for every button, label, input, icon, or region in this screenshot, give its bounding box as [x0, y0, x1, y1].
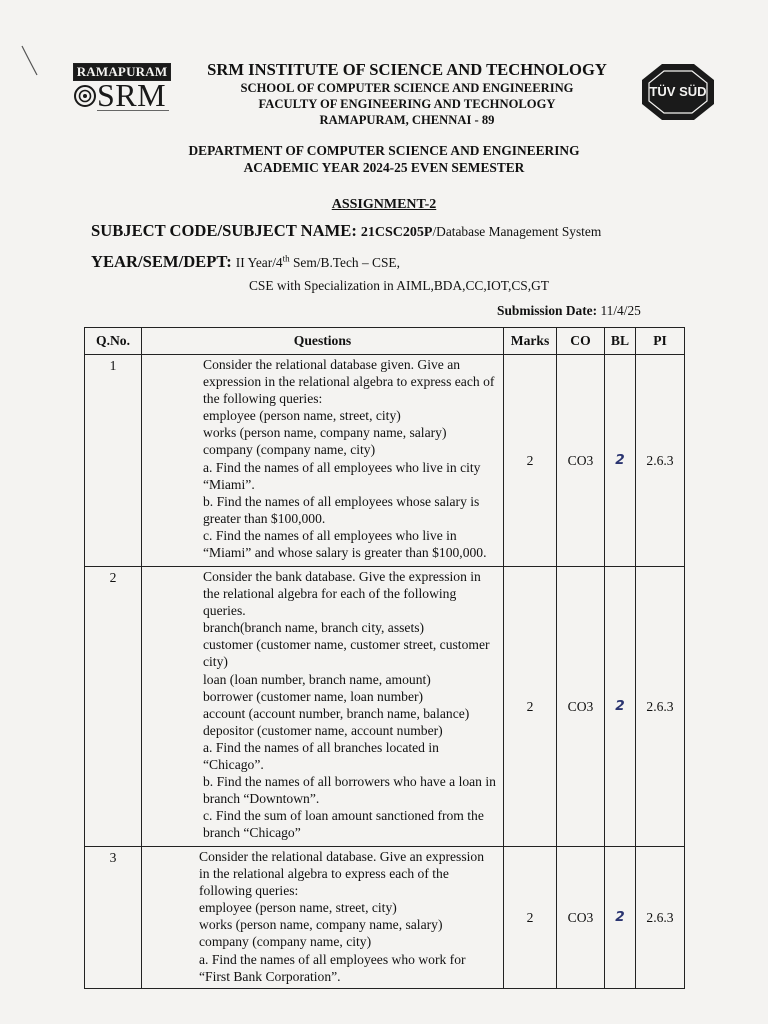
- faculty-name: FACULTY OF ENGINEERING AND TECHNOLOGY: [258, 97, 556, 111]
- question-line: depositor (customer name, account number): [203, 722, 443, 738]
- question-line: a. Find the names of all branches located in: [203, 739, 439, 755]
- questions-table: [84, 327, 685, 989]
- year-sem-label: YEAR/SEM/DEPT:: [91, 252, 232, 271]
- question-line: branch “Chicago”: [203, 825, 301, 841]
- question-line: borrower (customer name, loan number): [203, 688, 424, 704]
- question-line: queries.: [203, 603, 246, 619]
- pen-stroke-mark: [20, 44, 40, 78]
- srm-ramapuram-logo: [73, 63, 171, 123]
- question-line: greater than $100,000.: [203, 510, 326, 526]
- question-line: b. Find the names of all borrowers who have a loan in: [203, 774, 496, 790]
- question-line: “Chicago”.: [203, 757, 264, 773]
- co-cell: CO3: [557, 567, 605, 847]
- subject-code: 21CSC205P: [360, 225, 433, 240]
- question-line: Consider the relational database. Give an expression: [199, 849, 484, 864]
- pi-cell: 2.6.3: [636, 567, 685, 847]
- question-text: [142, 567, 504, 847]
- bl-cell-handwritten: 2: [605, 355, 636, 567]
- co-cell: CO3: [557, 847, 605, 989]
- question-line: company (company name, city): [199, 934, 372, 950]
- question-line: a. Find the names of all employees who work for: [199, 951, 466, 967]
- submission-date-line: [497, 303, 641, 319]
- subject-line: [91, 221, 601, 241]
- tuv-sud-certification-logo: [640, 62, 716, 122]
- year-superscript: th: [282, 253, 290, 264]
- header-co: CO: [557, 328, 605, 355]
- srm-emblem-icon: [73, 83, 97, 109]
- specialization-line: CSE with Specialization in AIML,BDA,CC,IOT,CS,GT: [249, 278, 549, 293]
- year-sem-dept-line: [91, 252, 400, 272]
- question-line: expression in the relational algebra to express each of: [203, 374, 495, 390]
- question-line: “First Bank Corporation”.: [199, 968, 341, 984]
- institute-name: SRM INSTITUTE OF SCIENCE AND TECHNOLOGY: [207, 60, 607, 79]
- bl-cell-handwritten: 2: [605, 847, 636, 989]
- question-line: works (person name, company name, salary): [203, 425, 447, 441]
- school-name: SCHOOL OF COMPUTER SCIENCE AND ENGINEERING: [240, 81, 574, 95]
- question-text: [142, 847, 504, 989]
- submission-date-label: Submission Date:: [497, 303, 598, 318]
- question-line: the relational algebra for each of the following: [203, 586, 457, 602]
- academic-year: ACADEMIC YEAR 2024-25 EVEN SEMESTER: [243, 160, 525, 175]
- question-line: city): [203, 654, 228, 670]
- logo-tagline-rule: [97, 110, 169, 119]
- subject-label: SUBJECT CODE/SUBJECT NAME:: [91, 221, 357, 240]
- header-bl: BL: [605, 328, 636, 355]
- pi-cell: 2.6.3: [636, 355, 685, 567]
- bl-cell-handwritten: 2: [605, 567, 636, 847]
- pi-cell: 2.6.3: [636, 847, 685, 989]
- question-line: c. Find the names of all employees who live in: [203, 527, 457, 543]
- question-line: branch “Downtown”.: [203, 791, 320, 807]
- question-line: in the relational algebra to express each of the: [199, 866, 449, 882]
- question-number: 3: [85, 847, 142, 989]
- table-row: [85, 567, 685, 847]
- marks-cell: 2: [504, 567, 557, 847]
- question-line: account (account number, branch name, balance): [203, 705, 470, 721]
- question-line: loan (loan number, branch name, amount): [203, 671, 431, 687]
- question-line: employee (person name, street, city): [199, 900, 397, 916]
- logo-srm-text: SRM: [97, 77, 167, 113]
- question-line: “Miami” and whose salary is greater than $100,000.: [203, 545, 487, 561]
- question-line: Consider the bank database. Give the expression in: [203, 569, 481, 584]
- header-pi: PI: [636, 328, 685, 355]
- logo-ramapuram-text: RAMAPURAM: [73, 63, 171, 81]
- question-line: company (company name, city): [203, 442, 376, 458]
- co-cell: CO3: [557, 355, 605, 567]
- question-line: a. Find the names of all employees who live in city: [203, 459, 481, 475]
- question-line: Consider the relational database given. Give an: [203, 357, 461, 372]
- table-row: [85, 847, 685, 989]
- question-number: 1: [85, 355, 142, 567]
- header-qno: Q.No.: [85, 328, 142, 355]
- question-line: customer (customer name, customer street, customer: [203, 637, 490, 653]
- question-line: employee (person name, street, city): [203, 408, 401, 424]
- department-title: DEPARTMENT OF COMPUTER SCIENCE AND ENGINEERING: [188, 143, 580, 158]
- header-marks: Marks: [504, 328, 557, 355]
- question-text: [142, 355, 504, 567]
- tuv-sud-text: TÜV SÜD: [649, 84, 707, 99]
- subject-name: /Database Management System: [432, 224, 602, 239]
- table-header-row: [85, 328, 685, 355]
- question-line: c. Find the sum of loan amount sanctioned from the: [203, 808, 484, 824]
- year-sem-value: [236, 255, 400, 270]
- sem-dept-value: Sem/B.Tech – CSE,: [289, 255, 400, 270]
- question-number: 2: [85, 567, 142, 847]
- year-value: II Year/4: [235, 255, 283, 270]
- marks-cell: 2: [504, 355, 557, 567]
- campus-location: RAMAPURAM, CHENNAI - 89: [319, 113, 495, 127]
- question-line: works (person name, company name, salary): [199, 917, 443, 933]
- question-line: following queries:: [199, 883, 299, 899]
- question-line: “Miami”.: [203, 476, 255, 492]
- header-questions: Questions: [142, 328, 504, 355]
- question-line: b. Find the names of all employees whose salary is: [203, 493, 480, 509]
- question-line: branch(branch name, branch city, assets): [203, 620, 425, 636]
- submission-date-value: 11/4/25: [600, 303, 641, 318]
- table-row: [85, 355, 685, 567]
- marks-cell: 2: [504, 847, 557, 989]
- question-line: the following queries:: [203, 391, 323, 407]
- assignment-title: ASSIGNMENT-2: [331, 197, 437, 212]
